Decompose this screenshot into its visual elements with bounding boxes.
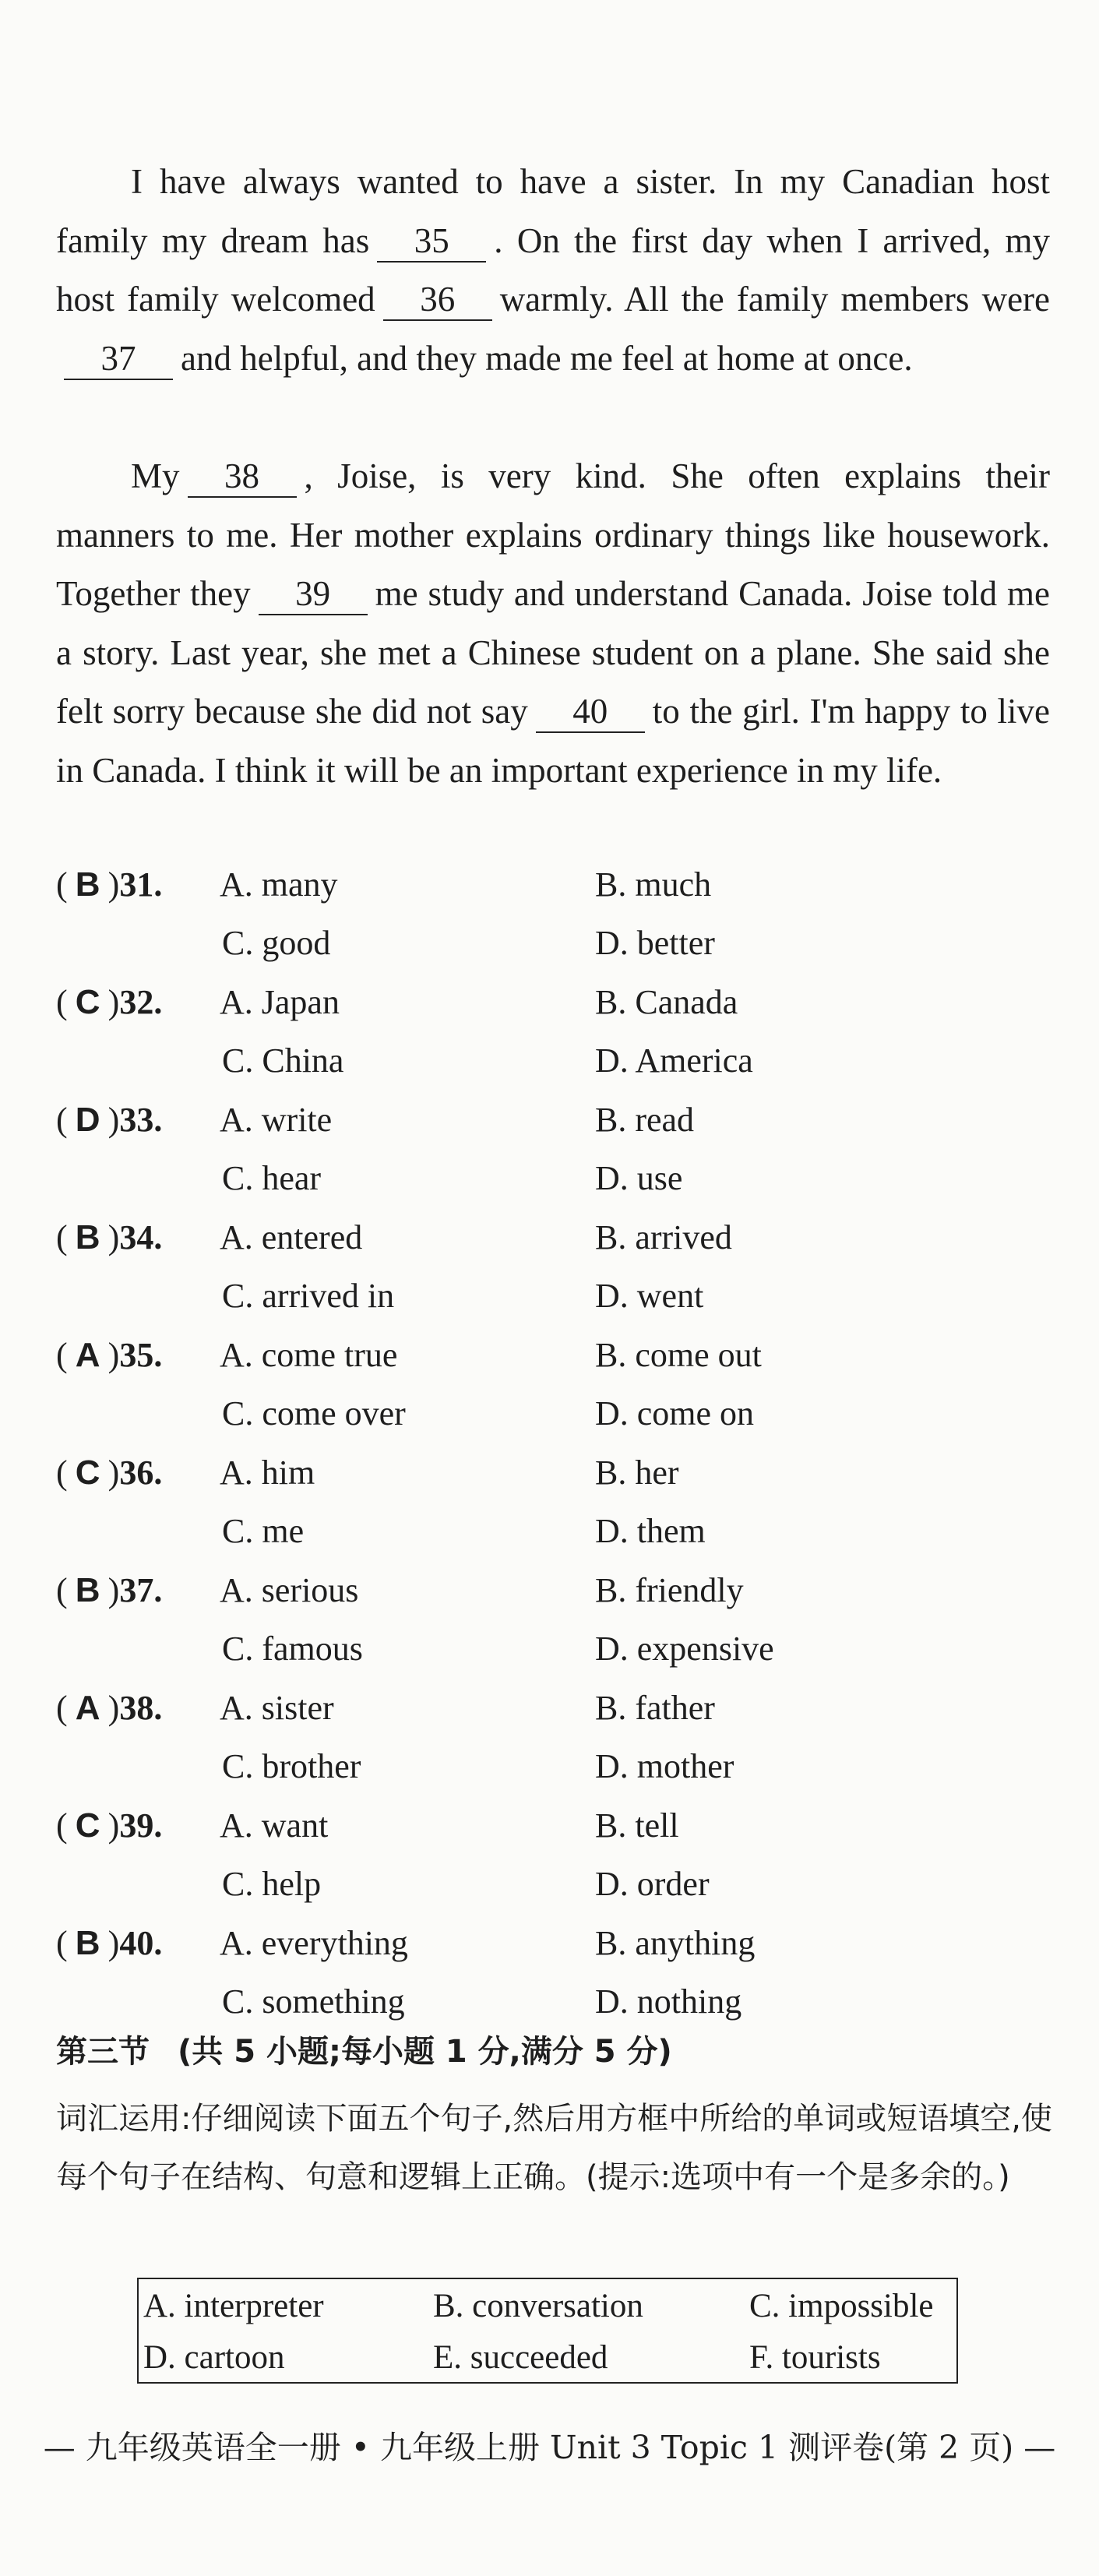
option-a: A. everything <box>220 1924 408 1962</box>
option-b: B. come out <box>595 1336 762 1374</box>
option-a: A. write <box>220 1101 333 1139</box>
word-option-f: F. tourists <box>749 2339 881 2376</box>
answer-letter: A <box>75 1689 100 1727</box>
option-d: D. use <box>595 1159 683 1197</box>
option-d: D. better <box>595 924 715 962</box>
option-b: B. father <box>595 1689 715 1727</box>
blank-36: 36 <box>383 279 492 321</box>
word-option-a: A. interpreter <box>143 2288 324 2324</box>
answer-paren: ( B )37. <box>56 1561 173 1619</box>
answer-letter: B <box>75 1924 100 1962</box>
option-b: B. anything <box>595 1924 756 1962</box>
question-36 <box>56 1443 1050 1561</box>
option-a: A. come true <box>220 1336 398 1374</box>
option-b: B. read <box>595 1101 695 1139</box>
answer-paren: ( A )38. <box>56 1679 173 1737</box>
question-number: 36. <box>119 1454 163 1492</box>
option-a: A. Japan <box>220 983 340 1021</box>
option-b: B. arrived <box>595 1218 732 1256</box>
option-c: C. help <box>222 1865 322 1903</box>
question-40 <box>56 1914 1050 2032</box>
blank-38: 38 <box>188 456 297 498</box>
option-c: C. come over <box>222 1394 406 1432</box>
passage-text: I have always wanted to have a sister. In my Canadian host family my dream has <box>56 162 1050 260</box>
question-37 <box>56 1561 1050 1679</box>
option-c: C. arrived in <box>222 1277 395 1315</box>
answer-letter: B <box>75 865 100 904</box>
passage-text: warmly. All the family members were <box>499 280 1050 319</box>
answer-paren: ( D )33. <box>56 1091 173 1149</box>
blank-40: 40 <box>536 691 645 733</box>
question-38 <box>56 1679 1050 1796</box>
option-a: A. him <box>220 1454 315 1492</box>
option-b: B. much <box>595 865 712 904</box>
question-number: 33. <box>119 1101 163 1139</box>
section-3-instructions: 词汇运用:仔细阅读下面五个句子,然后用方框中所给的单词或短语填空,使每个句子在结构、句意和逻辑上正确。(提示:选项中有一个是多余的。) <box>56 2101 1052 2195</box>
option-a: A. sister <box>220 1689 334 1727</box>
option-b: B. tell <box>595 1806 679 1845</box>
option-c: C. something <box>222 1982 405 2021</box>
option-c: C. me <box>222 1512 305 1550</box>
question-39 <box>56 1796 1050 1914</box>
answer-letter: C <box>75 1454 100 1492</box>
answer-paren: ( A )35. <box>56 1326 173 1384</box>
page-footer: — 九年级英语全一册 • 九年级上册 Unit 3 Topic 1 测评卷(第 2 页) — <box>43 2429 1056 2466</box>
option-a: A. entered <box>220 1218 363 1256</box>
answer-letter: B <box>75 1571 100 1609</box>
answer-paren: ( C )32. <box>56 973 173 1031</box>
option-b: B. friendly <box>595 1571 744 1609</box>
question-number: 32. <box>119 983 163 1021</box>
answer-paren: ( C )36. <box>56 1443 173 1502</box>
blank-35: 35 <box>377 220 486 263</box>
option-d: D. come on <box>595 1394 755 1432</box>
answer-paren: ( B )40. <box>56 1914 173 1972</box>
option-d: D. went <box>595 1277 704 1315</box>
passage-text: My <box>131 456 180 495</box>
section-3-heading <box>56 2028 672 2075</box>
question-31 <box>56 855 1050 973</box>
question-34 <box>56 1208 1050 1326</box>
passage-text: me study and understand Canada. Joise told me a story. Last year, she met a Chinese student on a plane. She said she felt sorry because she did not say <box>56 574 1050 731</box>
option-d: D. order <box>595 1865 710 1903</box>
option-c: C. hear <box>222 1159 322 1197</box>
option-c: C. good <box>222 924 331 962</box>
word-option-b: B. conversation <box>433 2288 643 2324</box>
answer-paren: ( B )31. <box>56 855 173 914</box>
option-a: A. serious <box>220 1571 359 1609</box>
option-d: D. nothing <box>595 1982 742 2021</box>
question-number: 34. <box>119 1218 163 1256</box>
option-d: D. America <box>595 1041 753 1080</box>
question-35 <box>56 1326 1050 1443</box>
answer-paren: ( B )34. <box>56 1208 173 1267</box>
answer-letter: D <box>75 1101 100 1139</box>
passage-text: , Joise, is very kind. She often explains their manners to me. Her mother explains ordinary things like housework. Together they <box>56 456 1050 613</box>
section-score: (共 5 小题;每小题 1 分,满分 5 分) <box>178 2034 672 2070</box>
passage-text: to the girl. I'm happy to live in Canada. I think it will be an important experience in my life. <box>56 692 1050 790</box>
question-number: 38. <box>119 1689 163 1727</box>
word-option-e: E. succeeded <box>433 2339 608 2376</box>
option-c: C. famous <box>222 1630 363 1668</box>
passage-paragraph-2 <box>56 447 1050 800</box>
answer-letter: A <box>75 1336 100 1374</box>
word-option-d: D. cartoon <box>143 2339 285 2376</box>
passage-text: and helpful, and they made me feel at home at once. <box>181 338 913 378</box>
option-a: A. want <box>220 1806 329 1845</box>
question-33 <box>56 1091 1050 1208</box>
answer-letter: C <box>75 983 100 1021</box>
question-number: 39. <box>119 1806 163 1845</box>
question-number: 40. <box>119 1924 163 1962</box>
option-c: C. China <box>222 1041 344 1080</box>
option-c: C. brother <box>222 1747 361 1785</box>
word-choice-box <box>137 2278 958 2384</box>
word-option-c: C. impossible <box>749 2288 934 2324</box>
option-d: D. them <box>595 1512 706 1550</box>
question-number: 31. <box>119 865 163 904</box>
option-b: B. her <box>595 1454 679 1492</box>
question-number: 37. <box>119 1571 163 1609</box>
section-title: 第三节 <box>56 2034 150 2070</box>
option-b: B. Canada <box>595 983 738 1021</box>
question-32 <box>56 973 1050 1091</box>
blank-37: 37 <box>64 338 173 380</box>
passage-paragraph-1 <box>56 153 1050 388</box>
option-a: A. many <box>220 865 338 904</box>
question-number: 35. <box>119 1336 163 1374</box>
blank-39: 39 <box>259 573 368 615</box>
passage-text: . On the first day when I arrived, my host family welcomed <box>56 220 1051 319</box>
option-d: D. mother <box>595 1747 734 1785</box>
answer-paren: ( C )39. <box>56 1796 173 1855</box>
answer-letter: C <box>75 1806 100 1845</box>
answer-letter: B <box>75 1218 100 1256</box>
option-d: D. expensive <box>595 1630 774 1668</box>
